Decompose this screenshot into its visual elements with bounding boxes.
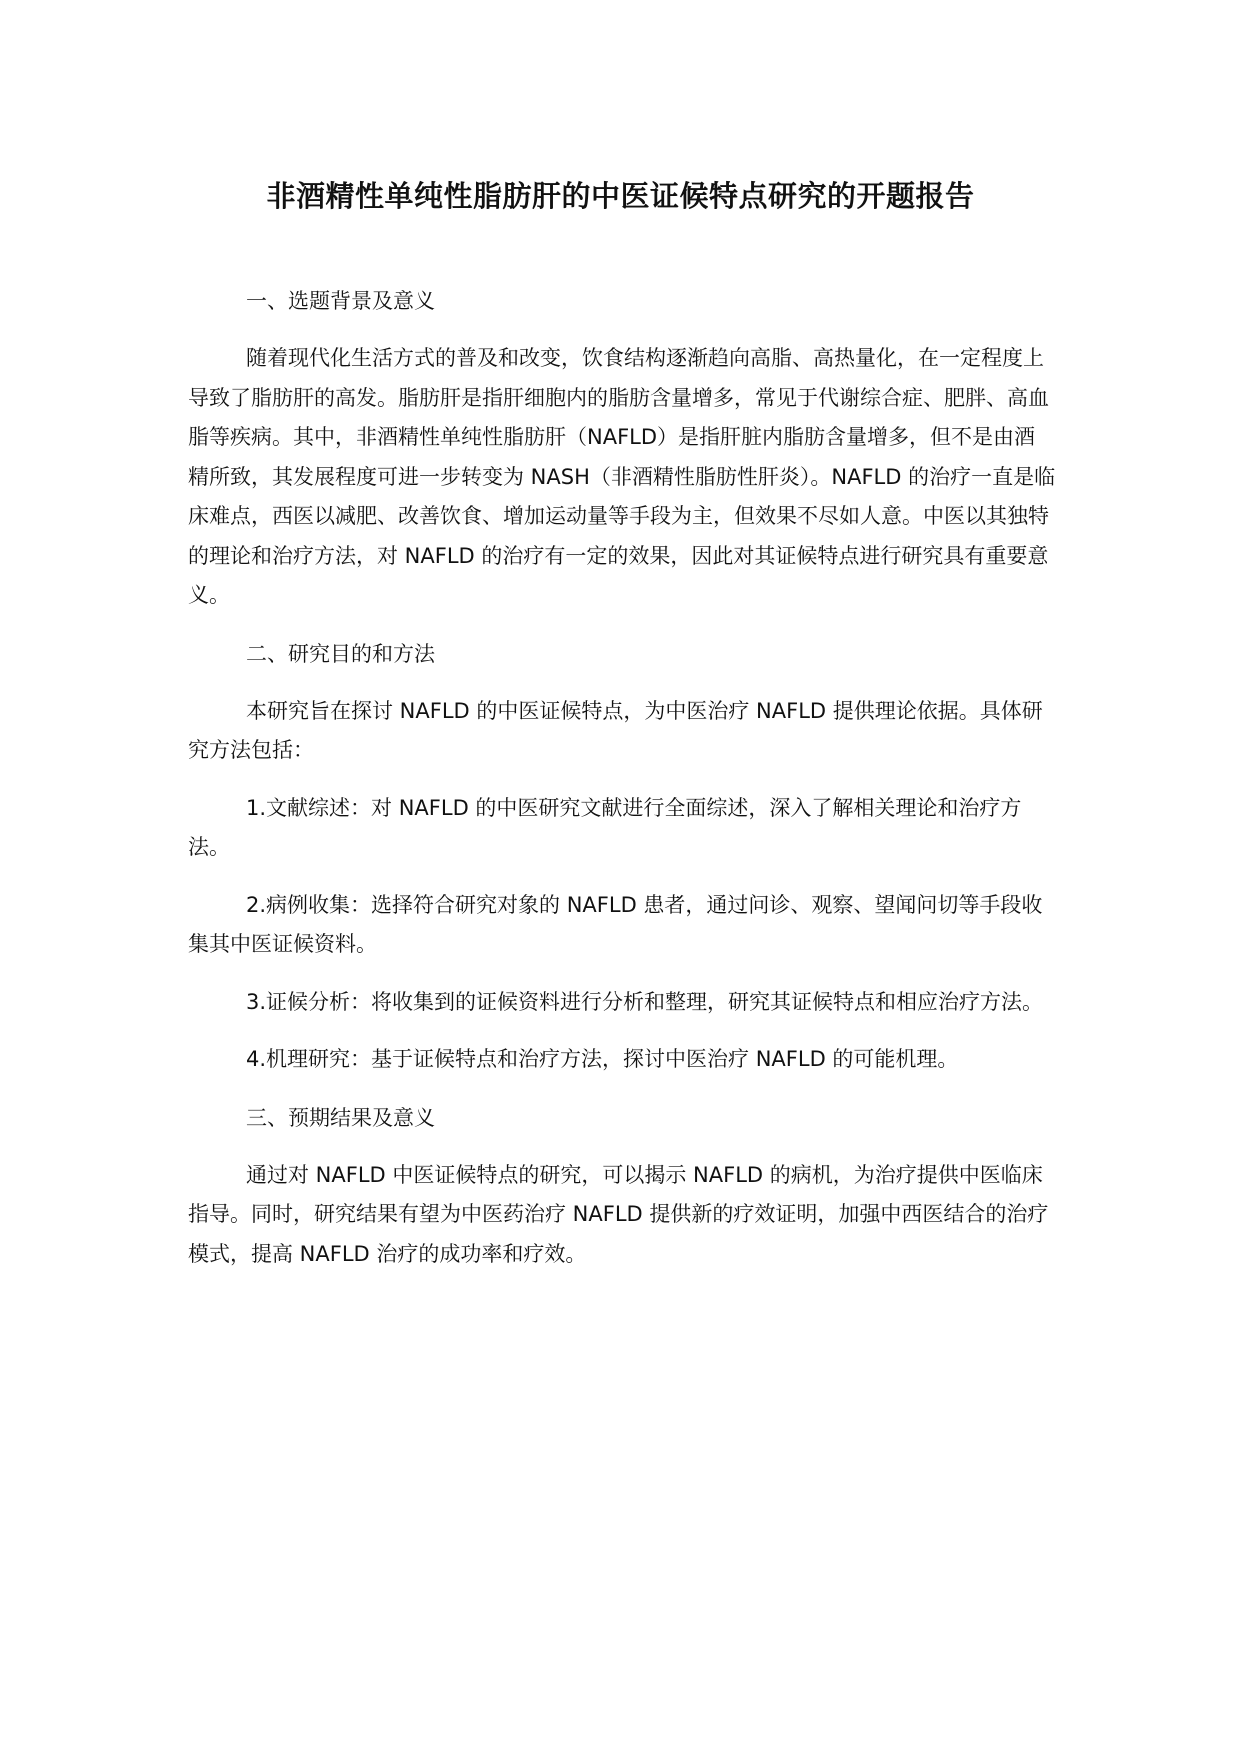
section-background (188, 281, 1056, 616)
section-heading: 三、预期结果及意义 (246, 1105, 435, 1130)
paragraph: 本研究旨在探讨 NAFLD 的中医证候特点，为中医治疗 NAFLD 提供理论依据。具体研究方法包括： (188, 698, 1043, 762)
section-heading: 二、研究目的和方法 (246, 641, 435, 666)
section-objectives-methods (188, 634, 1056, 1080)
document-body (188, 281, 1056, 1292)
method-item-syndrome-analysis: 3.证候分析：将收集到的证候资料进行分析和整理，研究其证候特点和相应治疗方法。 (246, 989, 1044, 1014)
method-item-mechanism-research: 4.机理研究：基于证候特点和治疗方法，探讨中医治疗 NAFLD 的可能机理。 (246, 1047, 959, 1071)
paragraph: 通过对 NAFLD 中医证候特点的研究，可以揭示 NAFLD 的病机，为治疗提供中医临床指导。同时，研究结果有望为中医药治疗 NAFLD 提供新的疗效证明，加强中西医结合的治疗模式，提高 NAFLD 治疗的成功率和疗效。 (188, 1162, 1049, 1266)
document-title: 非酒精性单纯性脂肪肝的中医证候特点研究的开题报告 (266, 179, 975, 213)
section-expected-results (188, 1098, 1056, 1275)
section-heading: 一、选题背景及意义 (246, 289, 435, 313)
method-item-case-collection: 2.病例收集：选择符合研究对象的 NAFLD 患者，通过问诊、观察、望闻问切等手段收集其中医证候资料。 (188, 892, 1043, 956)
paragraph: 随着现代化生活方式的普及和改变，饮食结构逐渐趋向高脂、高热量化，在一定程度上导致了脂肪肝的高发。脂肪肝是指肝细胞内的脂肪含量增多，常见于代谢综合症、肥胖、高血脂等疾病。其中，非酒精性单纯性脂肪肝（NAFLD）是指肝脏内脂肪含量增多，但不是由酒精所致，其发展程度可进一步转变为 NASH（非酒精性脂肪性肝炎）。NAFLD 的治疗一直是临床难点，西医以减肥、改善饮食、增加运动量等手段为主，但效果不尽如人意。中医以其独特的理论和治疗方法，对 NAFLD 的治疗有一定的效果，因此对其证候特点进行研究具有重要意义。 (188, 346, 1056, 607)
method-item-literature-review: 1.文献综述：对 NAFLD 的中医研究文献进行全面综述，深入了解相关理论和治疗方法。 (188, 795, 1022, 859)
